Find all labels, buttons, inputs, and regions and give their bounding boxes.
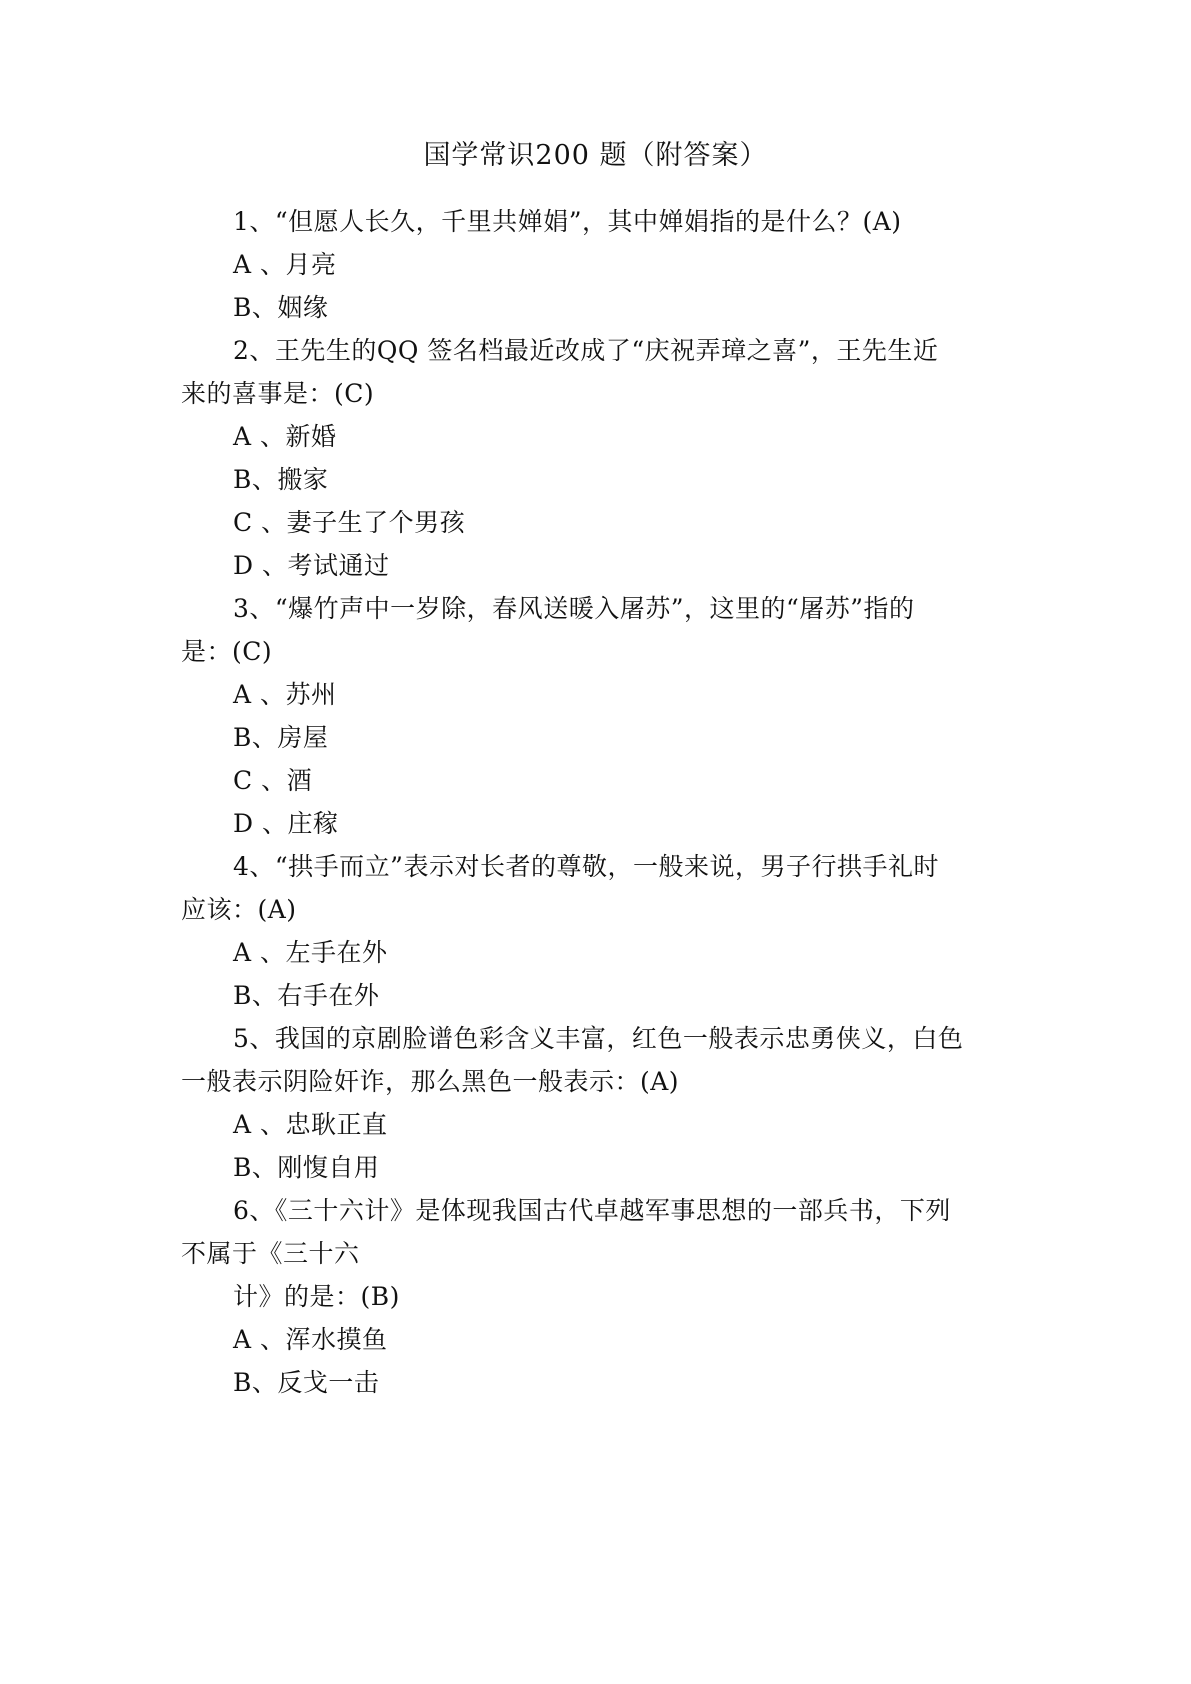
question-2-text-cont: 来的喜事是：(C) xyxy=(181,379,375,408)
question-1-option-a: A 、月亮 xyxy=(233,250,337,279)
question-5-option-b: B、刚愎自用 xyxy=(233,1153,380,1182)
question-4-text: 4、“拱手而立”表示对长者的尊敬，一般来说，男子行拱手礼时 xyxy=(233,852,939,881)
question-3-text: 3、“爆竹声中一岁除，春风送暖入屠苏”，这里的“屠苏”指的 xyxy=(233,594,915,623)
question-2-text: 2、王先生的QQ 签名档最近改成了“庆祝弄璋之喜”，王先生近 xyxy=(233,336,939,365)
question-6-option-b: B、反戈一击 xyxy=(233,1368,380,1397)
question-5-option-a: A 、忠耿正直 xyxy=(233,1110,388,1139)
question-2-option-c: C 、妻子生了个男孩 xyxy=(233,508,466,537)
document-title: 国学常识200 题（附答案） xyxy=(423,140,768,171)
question-4-text-cont: 应该：(A) xyxy=(181,895,297,924)
question-3-option-c: C 、酒 xyxy=(233,766,313,795)
question-2-option-d: D 、考试通过 xyxy=(233,551,390,580)
question-1-option-b: B、姻缘 xyxy=(233,293,329,322)
question-6-text: 6、《三十六计》是体现我国古代卓越军事思想的一部兵书，下列 xyxy=(233,1196,951,1225)
question-6-text-cont-2: 计》的是：(B) xyxy=(233,1282,400,1311)
question-5-text: 5、我国的京剧脸谱色彩含义丰富，红色一般表示忠勇侠义，白色 xyxy=(233,1024,964,1053)
question-5-text-cont: 一般表示阴险奸诈，那么黑色一般表示：(A) xyxy=(181,1067,680,1096)
question-6-text-cont: 不属于《三十六 xyxy=(181,1239,360,1268)
question-4-option-b: B、右手在外 xyxy=(233,981,380,1010)
question-3-option-a: A 、苏州 xyxy=(233,680,337,709)
question-6-option-a: A 、浑水摸鱼 xyxy=(233,1325,388,1354)
question-3-option-b: B、房屋 xyxy=(233,723,329,752)
question-2-option-a: A 、新婚 xyxy=(233,422,337,451)
question-1-text: 1、“但愿人长久，千里共婵娟”，其中婵娟指的是什么？(A) xyxy=(233,207,902,236)
question-3-text-cont: 是：(C) xyxy=(181,637,273,666)
question-2-option-b: B、搬家 xyxy=(233,465,329,494)
question-3-option-d: D 、庄稼 xyxy=(233,809,339,838)
question-4-option-a: A 、左手在外 xyxy=(233,938,388,967)
